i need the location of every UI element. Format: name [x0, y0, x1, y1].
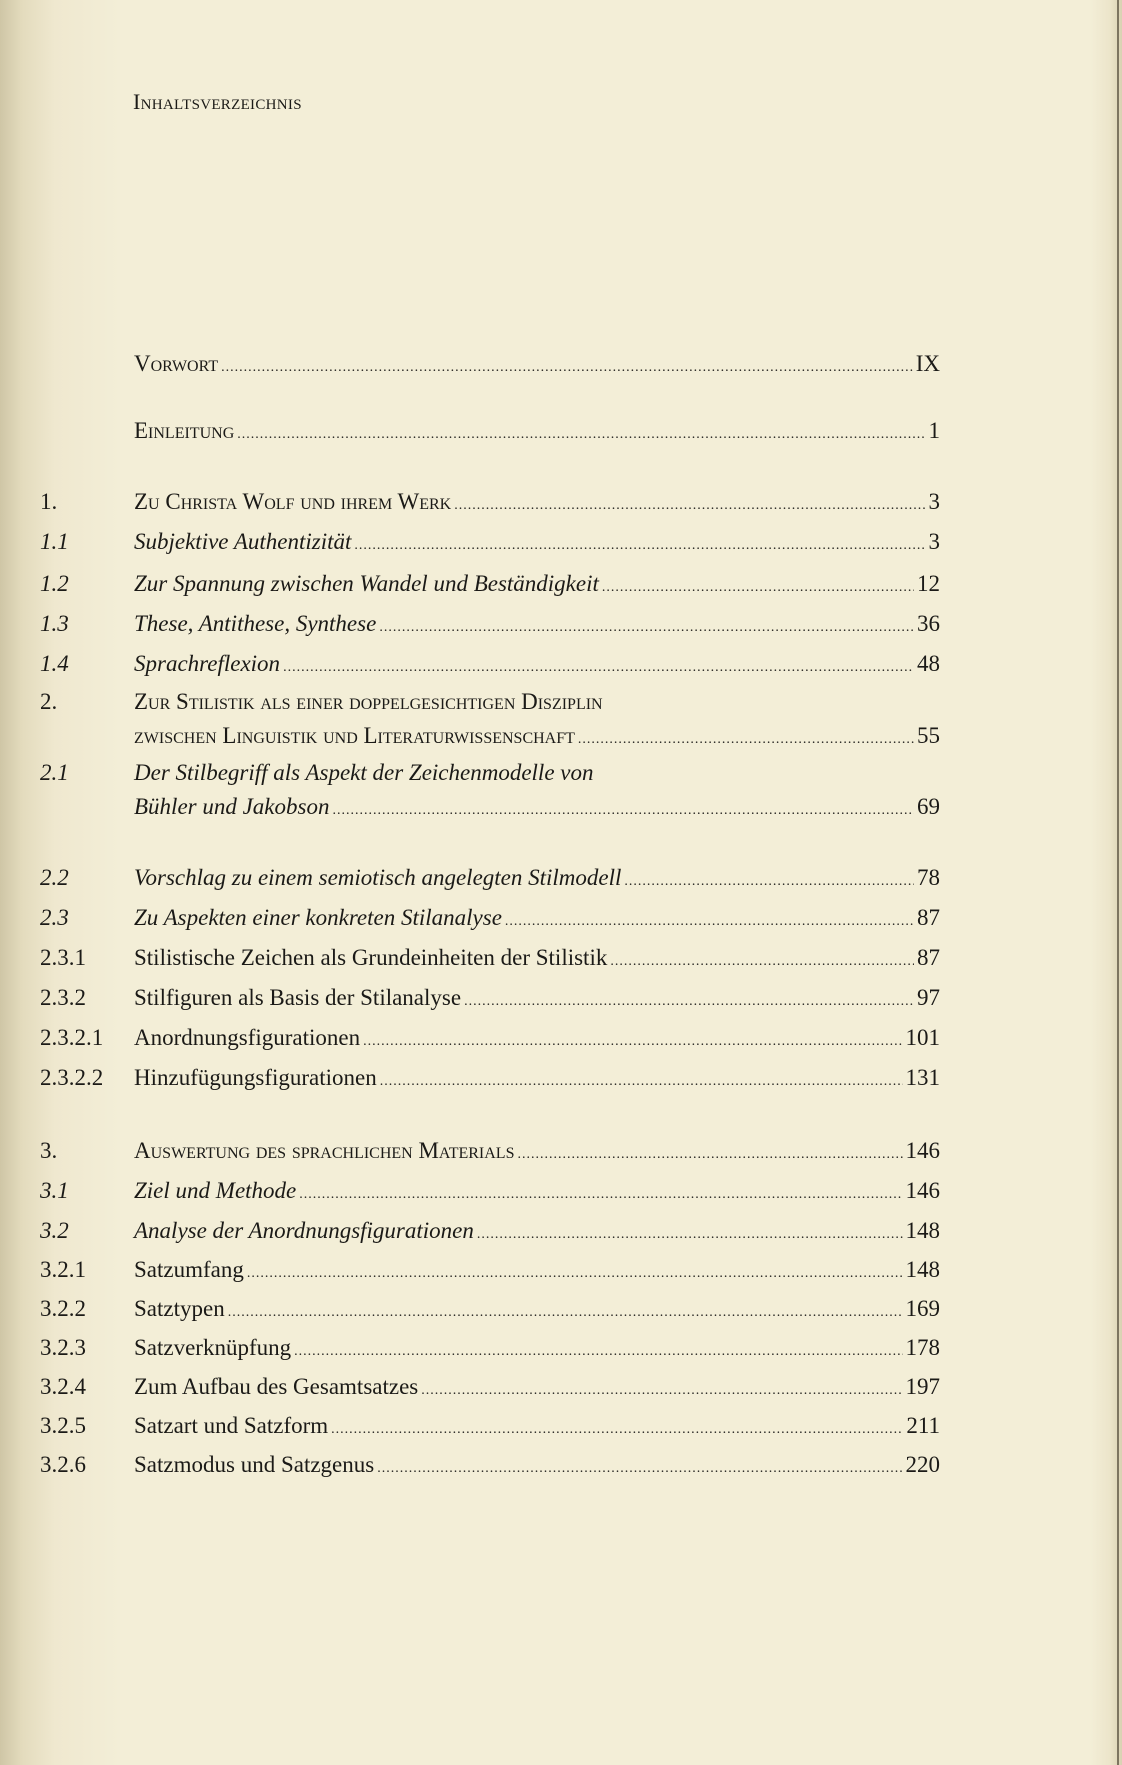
toc-entry [40, 1256, 940, 1284]
toc-entry-title-row [134, 722, 940, 754]
toc-entry-title: Analyse der Anordnungsfigurationen [134, 1218, 474, 1243]
toc-entry [40, 864, 940, 892]
toc-entry-page-number: 3 [928, 489, 940, 514]
toc-entry [40, 488, 940, 516]
toc-entry-title: zwischen Linguistik und Literaturwissenschaft [134, 723, 575, 748]
toc-leader-dots [228, 1299, 903, 1327]
toc-entry-page-number: 169 [905, 1296, 940, 1321]
toc-entry [40, 528, 940, 556]
toc-entry-number: 3.2 [40, 1218, 69, 1243]
toc-entry-page-number: 211 [906, 1413, 940, 1438]
toc-entry-title: Zu Aspekten einer konkreten Stilanalyse [134, 905, 502, 930]
toc-entry-title: Stilfiguren als Basis der Stilanalyse [134, 985, 462, 1010]
toc-entry-page-number: 97 [917, 985, 940, 1010]
toc-leader-dots [602, 574, 914, 602]
toc-entry [40, 1334, 940, 1362]
toc-entry-title: Zur Spannung zwischen Wandel und Beständigkeit [134, 571, 599, 596]
toc-entry-title-row [134, 793, 940, 825]
toc-leader-dots [477, 1221, 903, 1249]
toc-entry [40, 688, 940, 750]
toc-entry-title-row [134, 1024, 940, 1056]
page-heading: Inhaltsverzeichnis [133, 89, 302, 114]
toc-entry-title: Zu Christa Wolf und ihrem Werk [134, 489, 452, 514]
toc-entry-title: Hinzufügungsfigurationen [134, 1065, 377, 1090]
toc-entry-title: Ziel und Methode [134, 1178, 297, 1203]
toc-entry-page-number: 148 [905, 1257, 940, 1282]
toc-entry-title: Vorschlag zu einem semiotisch angelegten Stilmodell [134, 865, 622, 890]
toc-entry-title-row [134, 417, 940, 449]
toc-entry-title: Satzart und Satzform [134, 1413, 329, 1438]
toc-leader-dots [380, 1068, 903, 1096]
toc-entry-title: Satzverknüpfung [134, 1335, 292, 1360]
toc-leader-dots [299, 1181, 902, 1209]
toc-entry-title-row [134, 1137, 940, 1169]
toc-entry-page-number: 69 [917, 794, 940, 819]
toc-entry-title-row [134, 570, 940, 602]
toc-entry [40, 1177, 940, 1205]
toc-entry-number: 2.3 [40, 905, 69, 930]
toc-entry-number: 2.3.2 [40, 985, 86, 1010]
toc-entry-number: 3.2.1 [40, 1257, 86, 1282]
toc-entry-title: Satzumfang [134, 1257, 244, 1282]
toc-entry-number: 2.3.2.1 [40, 1025, 104, 1050]
toc-entry-page-number: 1 [928, 418, 940, 443]
toc-entry [40, 1064, 940, 1092]
toc-entry-title-row [134, 984, 940, 1016]
page-edge [1117, 0, 1119, 1765]
toc-entry-page-number: 197 [905, 1374, 940, 1399]
toc-entry [40, 650, 940, 678]
toc-entry-title-row [134, 1217, 940, 1249]
toc-leader-dots [247, 1260, 903, 1288]
toc-entry-page-number: 87 [917, 945, 940, 970]
toc-entry-title-line1: Der Stilbegriff als Aspekt der Zeichenmodelle von [134, 760, 594, 785]
toc-leader-dots [379, 614, 914, 642]
toc-entry-number: 2.2 [40, 865, 69, 890]
toc-leader-dots [332, 797, 914, 825]
toc-entry-number: 3. [40, 1138, 58, 1163]
toc-entry-page-number: 48 [917, 651, 940, 676]
toc-entry-page-number: 12 [917, 571, 940, 596]
toc-entry-page-number: 146 [905, 1138, 940, 1163]
toc-entry-title-line1: Zur Stilistik als einer doppelgesichtigen Disziplin [134, 689, 603, 714]
toc-entry-title-row [134, 944, 940, 976]
toc-leader-dots [283, 654, 914, 682]
toc-entry-title-row [134, 904, 940, 936]
toc-entry-number: 1.2 [40, 571, 69, 596]
toc-entry-title-row [134, 610, 940, 642]
toc-entry-number: 2.1 [40, 760, 69, 785]
toc-entry-number: 3.1 [40, 1178, 69, 1203]
toc-leader-dots [294, 1338, 902, 1366]
toc-entry-number: 3.2.3 [40, 1335, 86, 1360]
toc-entry [40, 904, 940, 932]
toc-entry [40, 1024, 940, 1052]
toc-leader-dots [421, 1377, 902, 1405]
toc-leader-dots [505, 908, 914, 936]
toc-entry-title-row [134, 350, 940, 382]
toc-entry-title-row [134, 650, 940, 682]
toc-entry-page-number: 131 [905, 1065, 940, 1090]
toc-entry-title: Satzmodus und Satzgenus [134, 1452, 375, 1477]
toc-leader-dots [237, 421, 925, 449]
toc-leader-dots [454, 492, 925, 520]
toc-entry-title-row [134, 1451, 940, 1483]
toc-entry [40, 417, 940, 445]
toc-entry [40, 350, 940, 378]
toc-entry-number: 1.1 [40, 529, 69, 554]
toc-entry [40, 759, 940, 821]
toc-entry [40, 610, 940, 638]
toc-entry-title: These, Antithese, Synthese [134, 611, 377, 636]
toc-entry-page-number: 78 [917, 865, 940, 890]
toc-entry-title: Vorwort [134, 351, 219, 376]
toc-entry-number: 2.3.1 [40, 945, 86, 970]
toc-entry-title-row [134, 864, 940, 896]
toc-entry [40, 570, 940, 598]
toc-leader-dots [354, 532, 925, 560]
toc-entry-title-row [134, 1064, 940, 1096]
toc-entry-title: Subjektive Authentizität [134, 529, 352, 554]
toc-entry-title: Anordnungsfigurationen [134, 1025, 361, 1050]
toc-entry-page-number: 146 [905, 1178, 940, 1203]
toc-entry-page-number: 148 [905, 1218, 940, 1243]
toc-entry-number: 1. [40, 489, 58, 514]
toc-leader-dots [464, 988, 914, 1016]
toc-entry-title-row [134, 528, 940, 560]
toc-entry-page-number: 36 [917, 611, 940, 636]
toc-entry-number: 3.2.4 [40, 1374, 86, 1399]
toc-entry-title: Einleitung [134, 418, 235, 443]
toc-leader-dots [517, 1141, 902, 1169]
toc-leader-dots [331, 1416, 903, 1444]
toc-entry-number: 3.2.5 [40, 1413, 86, 1438]
toc-entry [40, 1451, 940, 1479]
toc-leader-dots [363, 1028, 902, 1056]
toc-entry-number: 2. [40, 689, 58, 714]
toc-entry [40, 984, 940, 1012]
toc-entry [40, 1217, 940, 1245]
toc-entry-title: Satztypen [134, 1296, 225, 1321]
toc-entry-page-number: IX [915, 351, 940, 376]
toc-entry-title: Zum Aufbau des Gesamtsatzes [134, 1374, 419, 1399]
toc-entry-title-row [134, 1334, 940, 1366]
toc-entry-page-number: 87 [917, 905, 940, 930]
toc-entry-page-number: 3 [928, 529, 940, 554]
toc-entry-title: Stilistische Zeichen als Grundeinheiten der Stilistik [134, 945, 608, 970]
toc-entry-title-row [134, 488, 940, 520]
toc-entry-title-row [134, 1256, 940, 1288]
toc-entry-number: 1.4 [40, 651, 69, 676]
toc-entry-page-number: 101 [905, 1025, 940, 1050]
toc-entry-number: 3.2.2 [40, 1296, 86, 1321]
toc-leader-dots [578, 726, 914, 754]
toc-entry-title-row [134, 1412, 940, 1444]
toc-entry [40, 944, 940, 972]
toc-leader-dots [377, 1455, 902, 1483]
toc-entry [40, 1137, 940, 1165]
toc-entry [40, 1412, 940, 1440]
toc-leader-dots [610, 948, 914, 976]
toc-entry-number: 3.2.6 [40, 1452, 86, 1477]
toc-entry-title: Bühler und Jakobson [134, 794, 330, 819]
toc-entry-title: Auswertung des sprachlichen Materials [134, 1138, 515, 1163]
toc-entry [40, 1373, 940, 1401]
toc-entry [40, 1295, 940, 1323]
toc-entry-page-number: 55 [917, 723, 940, 748]
toc-entry-title: Sprachreflexion [134, 651, 281, 676]
toc-leader-dots [624, 868, 914, 896]
toc-entry-title-row [134, 1373, 940, 1405]
toc-entry-title-row [134, 1295, 940, 1327]
toc-entry-title-row [134, 1177, 940, 1209]
toc-entry-page-number: 220 [905, 1452, 940, 1477]
toc-leader-dots [221, 354, 913, 382]
toc-entry-number: 1.3 [40, 611, 69, 636]
toc-entry-page-number: 178 [905, 1335, 940, 1360]
toc-entry-number: 2.3.2.2 [40, 1065, 104, 1090]
